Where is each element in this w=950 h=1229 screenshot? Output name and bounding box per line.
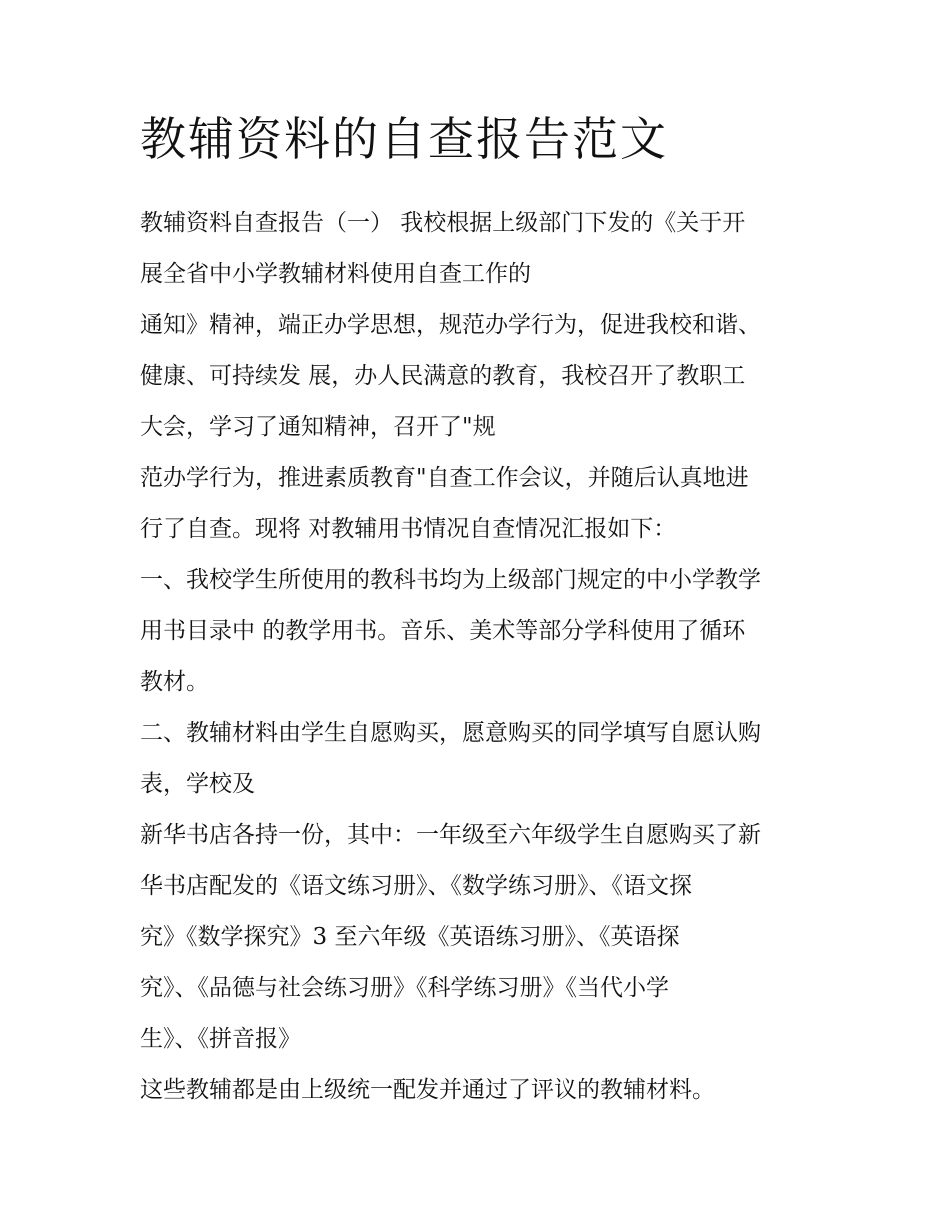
body-line: 究》、《品德与社会练习册》《科学练习册》《当代小学 — [140, 975, 669, 1001]
document-body — [140, 198, 830, 1116]
body-line: 用书目录中 的教学用书。音乐、美术等部分学科使用了循环 — [140, 618, 746, 644]
body-line: 通知》精神，端正办学思想，规范办学行为，促进我校和谐、 — [140, 312, 761, 338]
body-line: 教材。 — [140, 669, 209, 695]
body-line: 健康、可持续发 展，办人民满意的教育，我校召开了教职工 — [140, 363, 746, 389]
body-line: 华书店配发的《语文练习册》、《数学练习册》、《语文探 — [140, 873, 692, 899]
body-line: 教辅资料自查报告（一） 我校根据上级部门下发的《关于开 — [140, 210, 746, 236]
body-line: 二、教辅材料由学生自愿购买，愿意购买的同学填写自愿认购 — [140, 720, 761, 746]
body-line: 大会，学习了通知精神，召开了"规 — [140, 414, 496, 440]
body-line: 表，学校及 — [140, 771, 255, 797]
body-line: 行了自查。现将 对教辅用书情况自查情况汇报如下： — [140, 516, 677, 542]
body-line: 这些教辅都是由上级统一配发并通过了评议的教辅材料。 — [140, 1077, 715, 1103]
body-line: 生》、《拼音报》 — [140, 1026, 301, 1052]
body-line: 新华书店各持一份，其中：一年级至六年级学生自愿购买了新 — [140, 822, 761, 848]
body-line: 究》《数学探究》3 至六年级《英语练习册》、《英语探 — [140, 924, 680, 950]
body-line: 一、我校学生所使用的教科书均为上级部门规定的中小学教学 — [140, 567, 761, 593]
body-line: 展全省中小学教辅材料使用自查工作的 — [140, 261, 531, 287]
body-line: 范办学行为，推进素质教育"自查工作会议，并随后认真地进 — [140, 465, 749, 491]
document-title: 教辅资料的自查报告范文 — [140, 112, 668, 166]
